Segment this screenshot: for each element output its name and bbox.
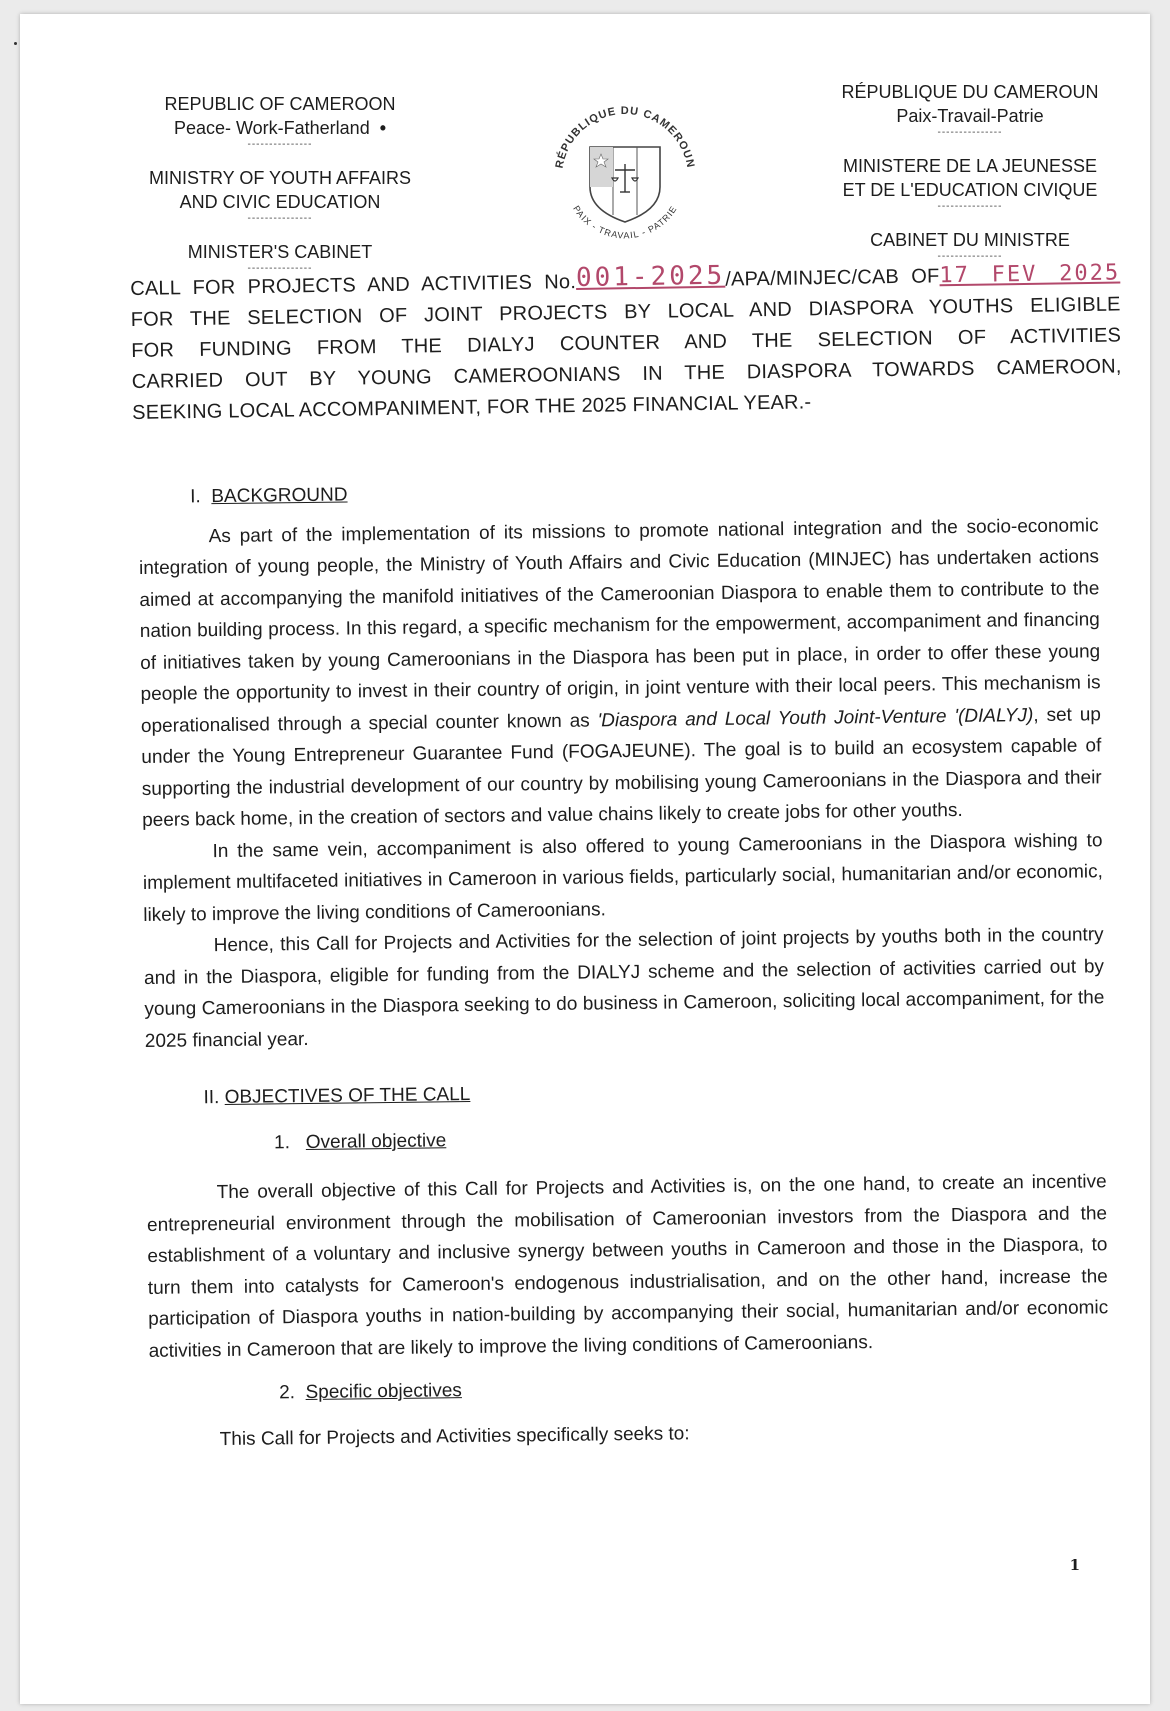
date-stamp: 17 FEV 2025 <box>939 260 1121 289</box>
background-paragraph-3: Hence, this Call for Projects and Activities for the selection of joint projects by youths both in the country and in the Diaspora, eligible for funding from the DIALYJ scheme and the selection of activities carried out by young Cameroonians in the Diaspora seeking to do business in Cameroon, soliciting local accompaniment, for the 2025 financial year. <box>143 924 1105 1052</box>
title-line-5: SEEKING LOCAL ACCOMPANIMENT, FOR THE 2025 FINANCIAL YEAR.- <box>132 391 812 424</box>
separator: --------------- <box>247 139 313 150</box>
subheading-overall-objective: 1. Overall objective <box>273 1129 447 1153</box>
subheading-specific-objectives: 2. Specific objectives <box>279 1380 462 1404</box>
page-number: 1 <box>1069 1556 1080 1574</box>
ministry-name-fr-2: ET DE L'EDUCATION CIVIQUE <box>842 180 1098 200</box>
separator: --------------- <box>937 201 1003 212</box>
ministry-name-fr-1: MINISTERE DE LA JEUNESSE <box>842 156 1098 176</box>
country-name-en: REPUBLIC OF CAMEROON <box>164 94 396 114</box>
svg-text:RÉPUBLIQUE DU CAMEROUN <box>554 105 697 169</box>
section-heading-objectives: II. OBJECTIVES OF THE CALL <box>203 1083 471 1109</box>
header-left-english <box>130 92 430 274</box>
overall-objective-paragraph: The overall objective of this Call for Projects and Activities is, on the one hand, to create an incentive entrepreneurial environment through the mobilisation of Cameroonian investors from the Diaspora and the establishment of a voluntary and inclusive synergy between youths in Cameroon and those in the Diaspora, to turn them into catalysts for Cameroon's endogenous industrialisation, and on the other hand, increase the participation of Diaspora youths in nation-building by accompanying their social, humanitarian and/or economic activities in Cameroon that are likely to improve the living conditions of Cameroonians. <box>146 1171 1109 1362</box>
seal-bottom-text: PAIX - TRAVAIL - PATRIE <box>571 203 679 241</box>
motto-en: Peace- Work-Fatherland • <box>173 118 387 138</box>
separator: --------------- <box>937 127 1003 138</box>
separator: --------------- <box>937 251 1003 262</box>
coat-of-arms-seal-icon <box>540 92 710 262</box>
background-paragraph-1: As part of the implementation of its missions to promote national integration and the socio-economic integration of young people, the Ministry of Youth Affairs and Civic Education (MINJEC) has undertaken actions aimed at accompanying the manifold initiatives of the Cameroonian Diaspora to enable them to contribute to the nation building process. In this regard, a specific mechanism for the empowerment, accompaniment and financing of initiatives taken by young Cameroonians in the Diaspora has been put in place, in order to offer these young people the opportunity to invest in their country of origin, in joint venture with their local peers. This mechanism is operationalised through a special counter known as 'Diaspora and Local Youth Joint-Venture '(DIALYJ), set up under the Young Entrepreneur Guarantee Fund (FOGAJEUNE). The goal is to build an ecosystem capable of supporting the industrial development of our country by mobilising young Cameroonians in the Diaspora and their peers back home, in the creation of sectors and value chains likely to create jobs for other youths. <box>138 514 1102 831</box>
document-title <box>130 256 1122 429</box>
background-paragraph-2: In the same vein, accompaniment is also offered to young Cameroonians in the Diaspora wishing to implement multifaceted initiatives in Cameroon in various fields, particularly social, humanitarian and/or economic, likely to improve the living conditions of Cameroonians. <box>142 829 1103 926</box>
cabinet-name-fr: CABINET DU MINISTRE <box>870 230 1070 250</box>
title-line-2: FOR THE SELECTION OF JOINT PROJECTS BY LOCAL AND DIASPORA YOUTHS ELIGIBLE <box>130 293 1121 331</box>
seal-top-text: RÉPUBLIQUE DU CAMEROUN <box>553 104 697 170</box>
ministry-name-en-1: MINISTRY OF YOUTH AFFAIRS <box>148 168 412 188</box>
separator: --------------- <box>247 213 313 224</box>
document-page <box>20 14 1150 1704</box>
title-line-1: CALL FOR PROJECTS AND ACTIVITIES No.001-2025/APA/MINJEC/CAB OF17 FEV 2025 <box>130 260 1121 300</box>
specific-objectives-intro: This Call for Projects and Activities specifically seeks to: <box>219 1422 690 1450</box>
handwritten-call-number: 001-2025 <box>575 260 726 293</box>
country-name-fr: RÉPUBLIQUE DU CAMEROUN <box>841 82 1099 102</box>
header-right-french <box>800 80 1140 262</box>
title-line-4: CARRIED OUT BY YOUNG CAMEROONIANS IN THE DIASPORA TOWARDS CAMEROON, <box>131 355 1122 393</box>
title-line-3: FOR FUNDING FROM THE DIALYJ COUNTER AND THE SELECTION OF ACTIVITIES <box>131 324 1122 362</box>
cabinet-name-en: MINISTER'S CABINET <box>187 242 373 262</box>
separator: --------------- <box>247 263 313 274</box>
motto-bullet: • <box>379 118 387 138</box>
section-heading-background: I. BACKGROUND <box>190 484 348 508</box>
document-body <box>138 470 1110 1456</box>
ministry-name-en-2: AND CIVIC EDUCATION <box>179 192 381 212</box>
scan-artifact-dot <box>14 42 17 45</box>
motto-fr: Paix-Travail-Patrie <box>896 106 1044 126</box>
